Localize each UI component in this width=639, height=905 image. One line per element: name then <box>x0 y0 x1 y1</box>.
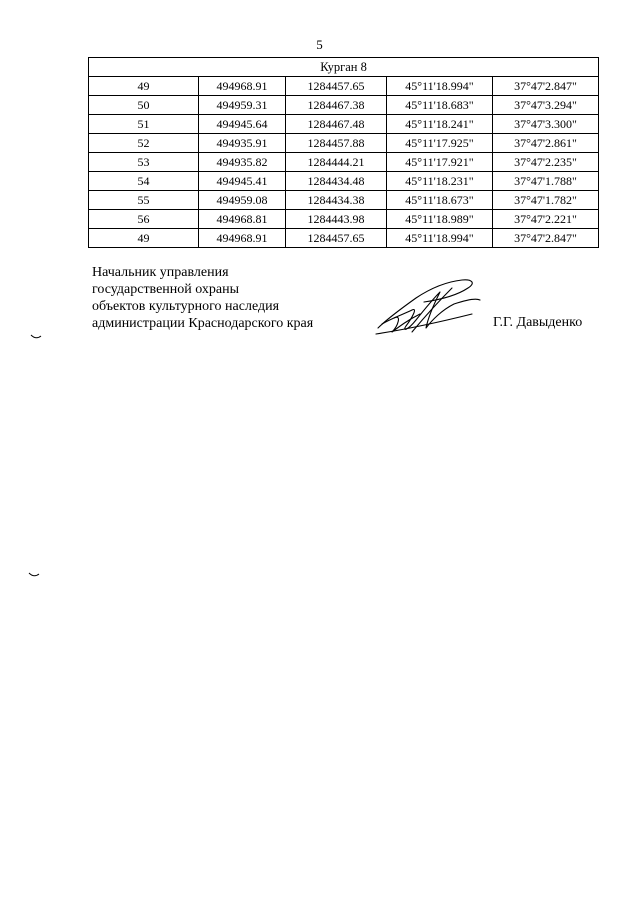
table-cell: 45°11'18.994" <box>387 229 493 248</box>
table-cell: 1284457.65 <box>286 229 387 248</box>
table-row <box>89 191 599 210</box>
table-cell: 55 <box>89 191 199 210</box>
table-cell: 45°11'18.241" <box>387 115 493 134</box>
table-cell: 37°47'2.221" <box>493 210 599 229</box>
table-cell: 1284467.38 <box>286 96 387 115</box>
table-cell: 494968.91 <box>199 229 286 248</box>
table-cell: 1284443.98 <box>286 210 387 229</box>
table-cell: 54 <box>89 172 199 191</box>
table-cell: 49 <box>89 229 199 248</box>
table-cell: 494935.82 <box>199 153 286 172</box>
table-title: Курган 8 <box>89 58 599 77</box>
table-cell: 494968.81 <box>199 210 286 229</box>
table-cell: 45°11'17.921" <box>387 153 493 172</box>
table-cell: 45°11'18.231" <box>387 172 493 191</box>
table-cell: 1284467.48 <box>286 115 387 134</box>
table-row <box>89 134 599 153</box>
table-cell: 1284444.21 <box>286 153 387 172</box>
table-cell: 37°47'1.788" <box>493 172 599 191</box>
position-line: Начальник управления <box>92 265 229 280</box>
table-cell: 494959.31 <box>199 96 286 115</box>
signatory-position <box>92 264 313 332</box>
table-cell: 37°47'2.235" <box>493 153 599 172</box>
scan-artifact-mark <box>30 334 42 340</box>
table-cell: 1284457.88 <box>286 134 387 153</box>
table-title-row <box>89 58 599 77</box>
position-line: объектов культурного наследия <box>92 299 280 314</box>
table-cell: 1284434.48 <box>286 172 387 191</box>
table-cell: 37°47'2.847" <box>493 77 599 96</box>
table-row <box>89 115 599 134</box>
table-row <box>89 96 599 115</box>
table-row <box>89 153 599 172</box>
coordinates-table <box>88 57 599 248</box>
position-line: государственной охраны <box>92 282 240 297</box>
signatory-name: Г.Г. Давыденко <box>493 315 583 330</box>
table-cell: 1284434.38 <box>286 191 387 210</box>
table-cell: 37°47'3.294" <box>493 96 599 115</box>
table-cell: 37°47'1.782" <box>493 191 599 210</box>
table-row <box>89 172 599 191</box>
table-row <box>89 229 599 248</box>
table-cell: 49 <box>89 77 199 96</box>
table-cell: 45°11'18.673" <box>387 191 493 210</box>
table-cell: 45°11'17.925" <box>387 134 493 153</box>
table-cell: 51 <box>89 115 199 134</box>
table-row <box>89 77 599 96</box>
table-cell: 494945.41 <box>199 172 286 191</box>
page-number: 5 <box>316 37 323 52</box>
table-cell: 50 <box>89 96 199 115</box>
table-cell: 37°47'3.300" <box>493 115 599 134</box>
table-cell: 494935.91 <box>199 134 286 153</box>
table-cell: 1284457.65 <box>286 77 387 96</box>
handwritten-signature <box>372 274 484 340</box>
table-cell: 494945.64 <box>199 115 286 134</box>
table-cell: 494959.08 <box>199 191 286 210</box>
table-cell: 56 <box>89 210 199 229</box>
position-line: администрации Краснодарского края <box>92 316 314 331</box>
table-cell: 45°11'18.989" <box>387 210 493 229</box>
table-cell: 37°47'2.861" <box>493 134 599 153</box>
table-cell: 52 <box>89 134 199 153</box>
table-row <box>89 210 599 229</box>
scan-artifact-mark <box>28 572 40 578</box>
table-cell: 494968.91 <box>199 77 286 96</box>
table-cell: 45°11'18.994" <box>387 77 493 96</box>
table-cell: 45°11'18.683" <box>387 96 493 115</box>
table-cell: 53 <box>89 153 199 172</box>
table-cell: 37°47'2.847" <box>493 229 599 248</box>
